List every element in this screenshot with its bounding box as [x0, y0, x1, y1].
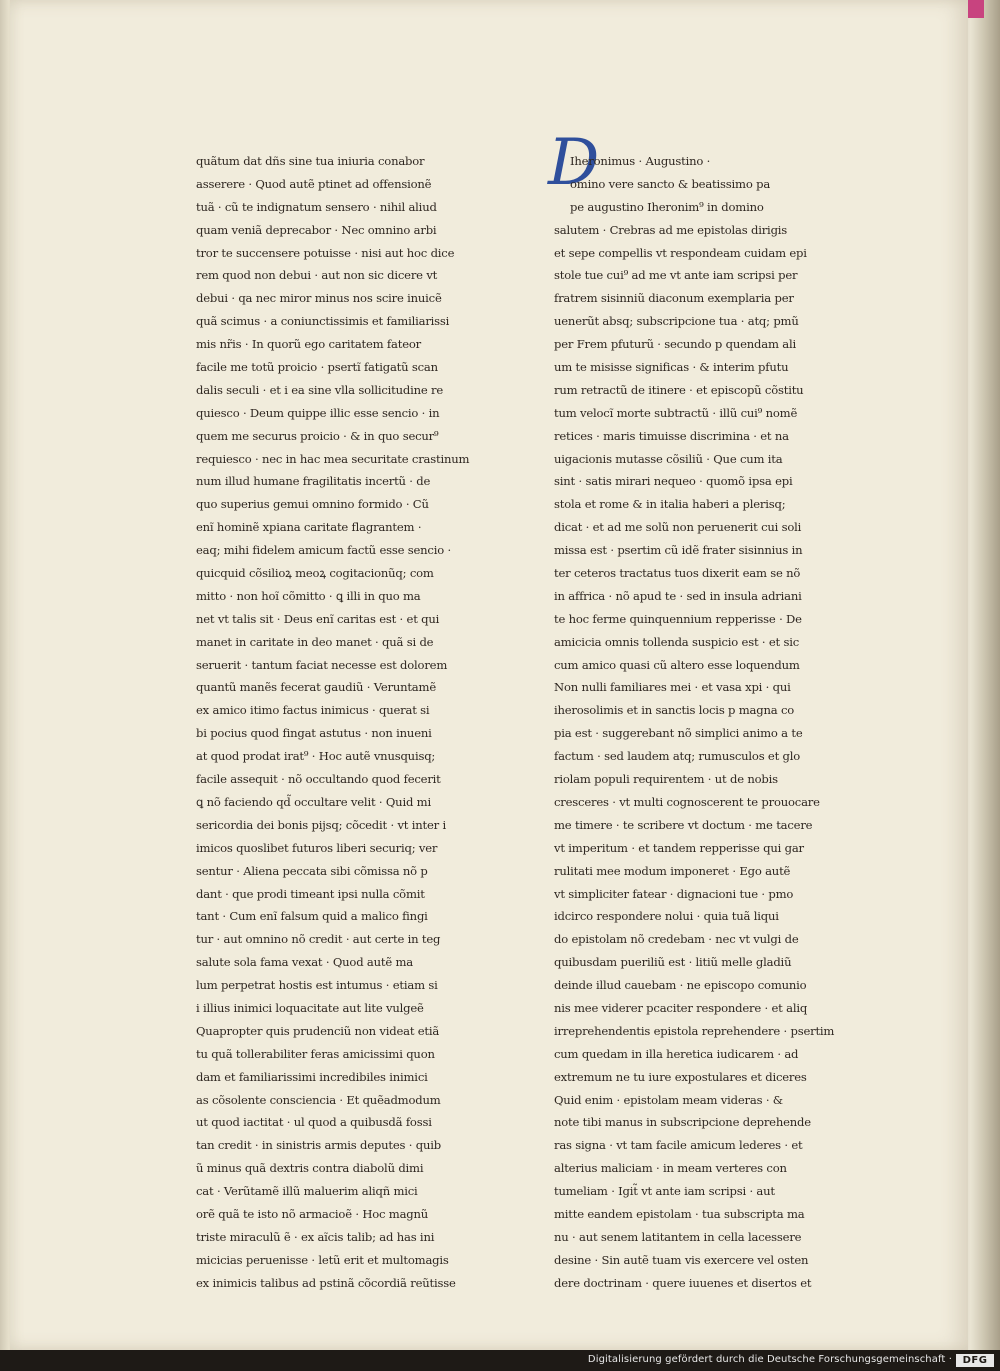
text-line: irreprehendentis epistola reprehendere · psertim [554, 1023, 835, 1038]
bookmark-ribbon [966, 0, 984, 18]
text-line: dere doctrinam · quere iuuenes et disertos et [554, 1275, 812, 1290]
text-line: ras signa · vt tam facile amicum lederes · et [554, 1138, 803, 1153]
text-line: Quid enim · epistolam meam videras · & [554, 1092, 783, 1107]
text-line: sint · satis mirari nequeo · quomõ ipsa epi [554, 474, 793, 489]
text-line: uigacionis mutasse cõsiliũ · Que cum ita [554, 451, 783, 466]
text-line: facile assequit · nõ occultando quod fecerit [196, 772, 441, 787]
text-line: net vt talis sit · Deus enĩ caritas est · et qui [196, 611, 440, 626]
text-line: te hoc ferme quinquennium repperisse · De [554, 611, 802, 626]
text-line: tur · aut omnino nõ credit · aut certe in teg [196, 932, 441, 947]
text-line: sericordia dei bonis pijsq; cõcedit · vt inter i [196, 817, 446, 832]
text-line: nis mee viderer pcaciter respondere · et aliq [554, 1000, 808, 1015]
text-line: Non nulli familiares mei · et vasa xpi · qui [554, 680, 791, 695]
text-line: tum velocĩ morte subtractũ · illũ cui⁹ nomẽ [554, 405, 798, 420]
text-line: triste miraculũ ẽ · ex aĩcis talib; ad has ini [196, 1229, 435, 1244]
text-line: tror te succensere potuisse · nisi aut hoc dice [196, 245, 455, 260]
dfg-logo: DFG [956, 1354, 994, 1367]
text-line: micicias peruenisse · letũ erit et multomagis [196, 1252, 449, 1267]
text-line: dant · que prodi timeant ipsi nulla cõmit [196, 886, 425, 901]
text-line: vt simpliciter fatear · dignacioni tue · pmo [554, 886, 794, 901]
text-line: tant · Cum enĩ falsum quid a malico fingi [196, 909, 428, 924]
initial-drop-cap: D [548, 126, 600, 200]
left-text-column [196, 150, 488, 1295]
text-line: amicicia omnis tollenda suspicio est · et sic [554, 634, 800, 649]
text-line: missa est · psertim cũ idẽ frater sisinnius in [554, 543, 803, 558]
text-line: bi pocius quod fingat astutus · non inueni [196, 726, 432, 741]
text-line: ꝗ nõ faciendo qd̃ occultare velit · Quid mi [196, 794, 431, 809]
text-line: retices · maris timuisse discrimina · et na [554, 428, 789, 443]
text-line: cum amico quasi cũ altero esse loquendum [554, 657, 800, 672]
text-line: as cõsolente consciencia · Et quẽadmodum [196, 1092, 441, 1107]
text-line: quo superius gemui omnino formido · Cũ [196, 497, 429, 512]
text-line: lum perpetrat hostis est intumus · etiam si [196, 978, 438, 993]
text-line: orẽ quã te isto nõ armacioẽ · Hoc magnũ [196, 1206, 429, 1221]
text-line: cresceres · vt multi cognoscerent te prouocare [554, 794, 820, 809]
text-line: desine · Sin autẽ tuam vis exercere vel osten [554, 1252, 809, 1267]
text-line: idcirco respondere nolui · quia tuã liqui [554, 909, 779, 924]
text-line: dicat · et ad me solũ non peruenerit cui soli [554, 520, 802, 535]
text-line: ut quod iactitat · ul quod a quibusdã fossi [196, 1115, 432, 1130]
text-line: i illius inimici loquacitate aut lite vulgeẽ [196, 1000, 424, 1015]
text-line: rulitati mee modum imponeret · Ego autẽ [554, 863, 791, 878]
text-line: et sepe compellis vt respondeam cuidam epi [554, 245, 807, 260]
text-line: tan credit · in sinistris armis deputes · quib [196, 1138, 441, 1153]
text-line: iherosolimis et in sanctis locis p magna co [554, 703, 795, 718]
text-line: pia est · suggerebant nõ simplici animo a te [554, 726, 803, 741]
text-line: stole tue cui⁹ ad me vt ante iam scripsi per [554, 268, 798, 283]
text-line: quem me securus proicio · & in quo secur⁹ [196, 428, 439, 443]
text-line: stola et rome & in italia haberi a plerisq; [554, 497, 786, 512]
text-line: dalis seculi · et i ea sine vlla sollicitudine re [196, 382, 444, 397]
text-line: Quapropter quis prudenciũ non videat etiã [196, 1023, 440, 1038]
text-line: ter ceteros tractatus tuos dixerit eam se nõ [554, 566, 801, 581]
right-text-column [554, 150, 846, 1295]
text-line: ex inimicis talibus ad pstinã cõcordiã reũtisse [196, 1275, 456, 1290]
text-line: deinde illud cauebam · ne episcopo comunio [554, 978, 807, 993]
text-line: at quod prodat irat⁹ · Hoc autẽ vnusquisq; [196, 749, 436, 764]
text-line: seruerit · tantum faciat necesse est dolorem [196, 657, 448, 672]
text-line: num illud humane fragilitatis incertũ · de [196, 474, 431, 489]
text-line: riolam populi requirentem · ut de nobis [554, 772, 778, 787]
text-line: extremum ne tu iure expostulares et diceres [554, 1069, 807, 1084]
text-line: debui · qa nec miror minus nos scire inuicẽ [196, 291, 442, 306]
text-line: quãtum dat dñs sine tua iniuria conabor [196, 154, 425, 168]
text-line: quibusdam pueriliũ est · litiũ melle gladiũ [554, 955, 792, 970]
text-line: Iheronimus · Augustino · [570, 154, 711, 168]
text-line: alterius maliciam · in meam verteres con [554, 1161, 787, 1176]
text-line: cat · Verũtamẽ illũ maluerim aliqñ mici [196, 1184, 418, 1199]
text-line: um te misisse significas · & interim pfutu [554, 360, 789, 375]
text-line: salute sola fama vexat · Quod autẽ ma [196, 955, 413, 970]
text-line: quam veniã deprecabor · Nec omnino arbi [196, 222, 437, 237]
text-line: rem quod non debui · aut non sic dicere vt [196, 268, 438, 283]
text-line: facile me totũ proicio · psertĩ fatigatũ scan [196, 360, 438, 375]
text-line: quantũ manẽs fecerat gaudiũ · Veruntamẽ [196, 680, 436, 695]
text-line: tuã · cũ te indignatum sensero · nihil aliud [196, 199, 437, 214]
text-line: quã scimus · a coniunctissimis et familiarissi [196, 314, 450, 329]
text-line: nu · aut senem latitantem in cella lacessere [554, 1229, 802, 1244]
text-line: me timere · te scribere vt doctum · me tacere [554, 817, 813, 832]
text-line: tumeliam · Igit̃ vt ante iam scripsi · aut [554, 1184, 775, 1199]
text-line: imicos quoslibet futuros liberi securiq; ver [196, 840, 438, 855]
text-line: asserere · Quod autẽ ptinet ad offensionẽ [196, 176, 432, 191]
text-line: tu quã tollerabiliter feras amicissimi quon [196, 1046, 435, 1061]
text-line: rum retractũ de itinere · et episcopũ cõstitu [554, 382, 804, 397]
text-line: eaq; mihi fidelem amicum factũ esse sencio · [196, 543, 451, 558]
text-line: vt imperitum · et tandem repperisse qui gar [554, 840, 804, 855]
text-line: dam et familiarissimi incredibiles inimici [196, 1069, 428, 1084]
text-line: factum · sed laudem atq; rumusculos et glo [554, 749, 801, 764]
text-line: cum quedam in illa heretica iudicarem · ad [554, 1046, 799, 1061]
text-line: mitto · non hoĩ cõmitto · ꝗ illi in quo ma [196, 588, 421, 603]
funding-credit: Digitalisierung gefördert durch die Deutsche Forschungsgemeinschaft · [587, 1354, 952, 1365]
text-line: uenerũt absq; subscripcione tua · atq; pmũ [554, 314, 799, 329]
text-line: do epistolam nõ credebam · nec vt vulgi de [554, 932, 799, 947]
text-line: ex amico itimo factus inimicus · querat si [196, 703, 430, 718]
text-line: pe augustino Iheronim⁹ in domino [570, 199, 764, 214]
text-line: sentur · Aliena peccata sibi cõmissa nõ p [196, 863, 428, 878]
text-line: mitte eandem epistolam · tua subscripta ma [554, 1206, 805, 1221]
text-line: mis nr̃is · In quorũ ego caritatem fateor [196, 337, 421, 352]
text-line: note tibi manus in subscripcione deprehende [554, 1115, 811, 1130]
text-line: salutem · Crebras ad me epistolas dirigis [554, 222, 788, 237]
text-line: omino vere sancto & beatissimo pa [570, 176, 771, 191]
text-line: manet in caritate in deo manet · quã si de [196, 634, 434, 649]
text-line: per Frem pfuturũ · secundo p quendam ali [554, 337, 796, 352]
text-line: in affrica · nõ apud te · sed in insula adriani [554, 588, 802, 603]
text-line: fratrem sisinniũ diaconum exemplaria per [554, 291, 794, 306]
text-line: ũ minus quã dextris contra diabolũ dimi [196, 1161, 424, 1176]
text-line: requiesco · nec in hac mea securitate crastinum [196, 451, 470, 466]
text-line: enĩ hominẽ xpiana caritate flagrantem · [196, 520, 422, 535]
text-line: quicquid cõsilioꝝ meoꝝ cogitacionũq; com [196, 566, 434, 581]
text-line: quiesco · Deum quippe illic esse sencio · in [196, 405, 440, 420]
